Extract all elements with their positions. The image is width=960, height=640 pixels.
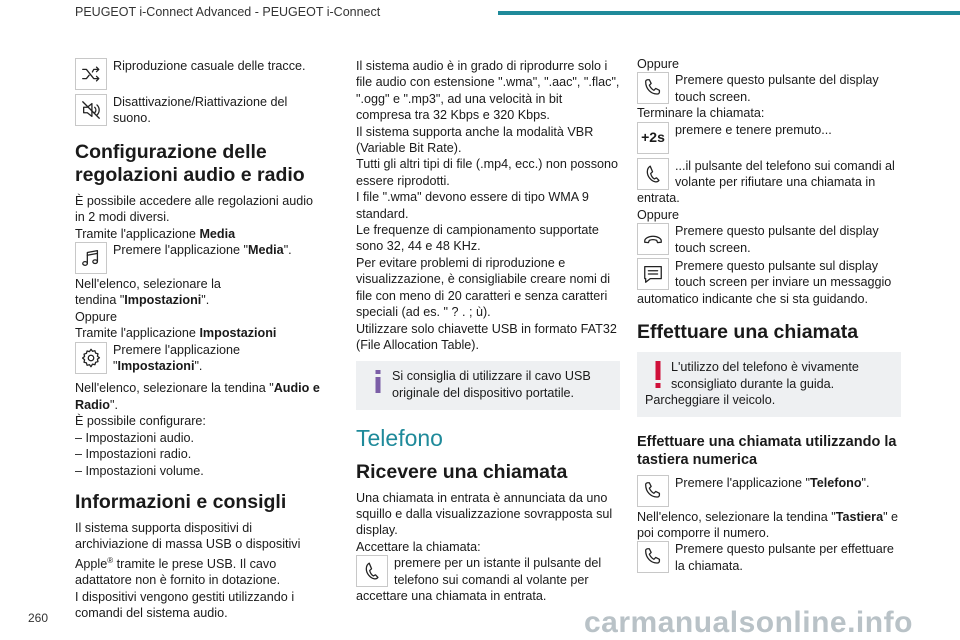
end-call: Terminare la chiamata: (637, 106, 765, 121)
list-item: – Impostazioni radio. (75, 447, 192, 462)
oppure-2: Oppure (637, 57, 680, 71)
reject-row: ...il pulsante del telefono sui comandi al volante per rifiutare una chiamata in entrata. (637, 158, 895, 206)
column-3 (637, 58, 901, 576)
info-icon (364, 368, 392, 401)
c2-p4: I file ".wma" devono essere di tipo WMA 9 standard. (356, 190, 589, 221)
c2-p2: Il sistema supporta anche la modalità VBR (Variable Bit Rate). (356, 124, 594, 156)
running-header: PEUGEOT i-Connect Advanced - PEUGEOT i-Connect (75, 5, 381, 19)
c2-p7: Utilizzare solo chiavette USB in formato FAT32 (File Allocation Table). (356, 321, 617, 352)
heading-receive: Ricevere una chiamata (356, 460, 568, 483)
phone-icon (637, 475, 669, 507)
via-settings: Tramite l'applicazione Impostazioni (75, 326, 277, 341)
press-phone-text: premere per un istante il pulsante del telefono sui comandi al volante per accettare una chiamata in entrata. (356, 556, 602, 603)
via-media: Tramite l'applicazione Media (75, 226, 236, 241)
phone-icon (356, 555, 388, 587)
press-settings-row: Premere l'applicazione "Impostazioni". (75, 342, 325, 375)
accept-row (356, 555, 620, 604)
phone-icon (637, 158, 669, 190)
heading-keypad: Effettuare una chiamata utilizzando la tastiera numerica (637, 433, 897, 468)
oppure-1: Oppure (75, 309, 118, 324)
heading-info: Informazioni e consigli (75, 490, 287, 513)
oppure-3: Oppure (637, 207, 680, 222)
can-configure: È possibile configurare: (75, 414, 206, 429)
press-media-row: Premere l'applicazione "Media". (75, 242, 325, 274)
shuffle-row (75, 58, 325, 90)
heading-config: Configurazione delle regolazioni audio e radio (75, 140, 305, 186)
mute-text: Disattivazione/Riattivazione del suono. (113, 95, 288, 126)
mute-row (75, 94, 325, 127)
c2-p5: Le frequenze di campionamento supportate sono 32, 44 e 48 KHz. (356, 223, 599, 254)
list-audio: Nell'elenco, selezionare la tendina "Audio e Radio". (75, 381, 320, 412)
list-item: – Impostazioni volume. (75, 463, 204, 478)
accept-call: Accettare la chiamata: (356, 539, 481, 554)
c2-p1: Il sistema audio è in grado di riprodurre solo i file audio con estensione ".wma", ".aac", ".flac", ".ogg" e ".mp3", ad una velocità in bit compresa tra 32 Kbps e 320 Kbps. (356, 59, 620, 123)
hold-2s-icon: +2s (637, 122, 669, 154)
shuffle-icon (75, 58, 107, 90)
press-call-row: Premere questo pulsante per effettuare la chiamata. (637, 541, 901, 574)
warning-icon (645, 359, 671, 389)
list-keypad: Nell'elenco, selezionare la tendina "Tastiera" e poi comporre il numero. (637, 509, 899, 540)
list-settings: Nell'elenco, selezionare la tendina "Impostazioni". (75, 277, 221, 308)
c2-p6: Per evitare problemi di riproduzione e visualizzazione, è consigliabile creare nomi di file con meno di 20 caratteri e senza caratteri speciali (ad es. " ? . ; ù). (356, 255, 611, 320)
phone-icon (637, 72, 669, 104)
phone-icon (637, 541, 669, 573)
heading-call: Effettuare una chiamata (637, 321, 859, 344)
press-display-row-2: Premere questo pulsante del display touch screen. (637, 223, 901, 256)
hang-up-icon (637, 223, 669, 255)
press-display-row-1: Premere questo pulsante del display touch screen. (637, 72, 901, 105)
warning-note: L'utilizzo del telefono è vivamente sconsigliato durante la guida. Parcheggiare il veicolo. (637, 352, 901, 416)
list-item: – Impostazioni audio. (75, 430, 195, 445)
column-2 (356, 58, 620, 604)
gear-icon (75, 342, 107, 374)
header-accent-bar (498, 11, 960, 15)
message-row: Premere questo pulsante sul display touch screen per inviare un messaggio automatico indicante che si sta guidando. (637, 259, 892, 306)
page-number: 260 (28, 611, 49, 625)
info-p2: I dispositivi vengono gestiti utilizzando i comandi del sistema audio. (75, 589, 295, 621)
message-icon (637, 258, 669, 290)
info-p1: Il sistema supporta dispositivi di archiviazione di massa USB o dispositivi Apple® tramite le prese USB. Il cavo adattatore non è fornito in dotazione. (75, 520, 301, 588)
press-phone-app-row: Premere l'applicazione "Telefono". (637, 475, 901, 507)
column-1 (75, 58, 325, 622)
music-note-icon (75, 242, 107, 274)
shuffle-text: Riproduzione casuale delle tracce. (113, 59, 306, 73)
c2-p3: Tutti gli altri tipi di file (.mp4, ecc.) non possono essere riprodotti. (356, 157, 619, 188)
config-intro: È possibile accedere alle regolazioni audio in 2 modi diversi. (75, 193, 314, 225)
watermark: carmanualsonline.info (584, 606, 913, 639)
info-note: Si consiglia di utilizzare il cavo USB originale del dispositivo portatile. (356, 361, 620, 410)
press-hold-row: +2s premere e tenere premuto... (637, 122, 901, 154)
mute-icon (75, 94, 107, 126)
section-telefono: Telefono (356, 425, 443, 452)
receive-p1: Una chiamata in entrata è annunciata da uno squillo e dalla visualizzazione sovrapposta sul display. (356, 490, 613, 538)
